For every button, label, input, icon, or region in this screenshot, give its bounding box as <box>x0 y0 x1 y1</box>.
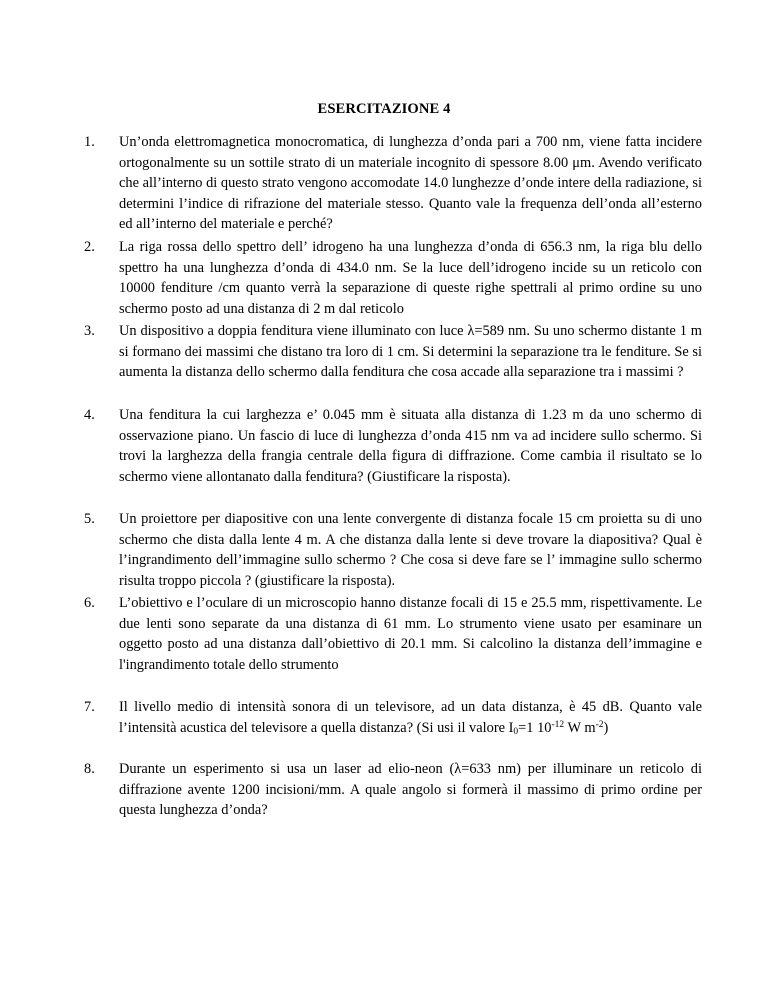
exercise-3 <box>84 321 702 383</box>
exercise-number: 8. <box>84 761 95 777</box>
exercise-text: Un dispositivo a doppia fenditura viene illuminato con luce λ=589 nm. Su uno schermo distante 1 m si formano dei massimi che distano tra loro di 1 cm. Si determini la separazione tra le fenditure. Se si aumenta la distanza dello schermo dalla fenditura che cosa accade alla separazione tra i massimi ? <box>119 323 702 381</box>
exercise-number: 2. <box>84 239 95 255</box>
exercise-number: 4. <box>84 407 95 423</box>
page-title: ESERCITAZIONE 4 <box>317 101 451 117</box>
exercise-text-part: W m <box>564 719 596 736</box>
subscript: 0 <box>513 726 519 737</box>
exercise-text: Un proiettore per diapositive con una lente convergente di distanza focale 15 cm proietta su di uno schermo che dista dalla lente 4 m. A che distanza dalla lente si deve trovare la diapositiva? Qual è l’ingrandimento dell’immagine sullo schermo ? Che cosa si deve fare se l’ immagine sullo schermo risulta troppo piccola ? (giustificare la risposta). <box>119 511 702 589</box>
exercise-text: La riga rossa dello spettro dell’ idrogeno ha una lunghezza d’onda di 656.3 nm, la riga blu dello spettro ha una lunghezza d’onda di 434.0 nm. Se la luce dell’idrogeno incide su un reticolo con 10000 fenditure /cm quanto verrà la separazione di queste righe spettrali al primo ordine su uno schermo posto ad una distanza di 2 m dal reticolo <box>119 239 702 317</box>
exercise-2 <box>84 237 702 319</box>
exercise-text: L’obiettivo e l’oculare di un microscopio hanno distanze focali di 15 e 25.5 mm, rispettivamente. Le due lenti sono separate da una distanza di 61 mm. Lo strumento viene usato per esaminare un oggetto posto ad una distanza dall’obiettivo di 20.1 mm. Si calcolino la distanza dell’immagine e l'ingrandimento totale dello strumento <box>119 595 702 673</box>
exponent: -2 <box>595 719 604 730</box>
exercise-number: 7. <box>84 699 95 715</box>
exercise-number: 6. <box>84 595 95 611</box>
exercise-number: 3. <box>84 323 95 339</box>
exercise-text: Un’onda elettromagnetica monocromatica, di lunghezza d’onda pari a 700 nm, viene fatta incidere ortogonalmente su un sottile strato di un materiale incognito di spessore 8.00 μm. Avendo verificato che all’interno di questo strato vengono accomodate 14.0 lunghezze d’onde intere della radiazione, si determini l’indice di rifrazione del materiale stesso. Quanto vale la frequenza dell’onda all’esterno ed all’interno del materiale e perché? <box>119 134 703 233</box>
exercise-number: 1. <box>84 134 95 150</box>
exercise-text-part: =1 10 <box>518 719 552 736</box>
exercise-number: 5. <box>84 511 95 527</box>
exponent: -12 <box>551 719 565 730</box>
exercise-text: Una fenditura la cui larghezza e’ 0.045 mm è situata alla distanza di 1.23 m da uno schermo di osservazione piano. Un fascio di luce di lunghezza d’onda 415 nm va ad incidere sullo schermo. Si trovi la larghezza della frangia centrale della figura di diffrazione. Come cambia il risultato se lo schermo viene allontanato dalla fenditura? (Giustificare la risposta). <box>119 407 702 485</box>
exercise-6 <box>84 593 702 675</box>
exercise-text: Durante un esperimento si usa un laser ad elio-neon (λ=633 nm) per illuminare un reticolo di diffrazione avente 1200 incisioni/mm. A quale angolo si formerà il massimo di primo ordine per questa lunghezza d’onda? <box>119 761 702 819</box>
exercise-5 <box>84 509 702 591</box>
exercise-4 <box>84 405 702 487</box>
exercise-text-part: ) <box>603 719 609 736</box>
exercise-8 <box>84 759 702 821</box>
exercise-text <box>119 697 702 738</box>
exercise-1 <box>84 132 703 235</box>
exercise-text-part: Il livello medio di intensità sonora di un televisore, ad un data distanza, è 45 dB. Quanto vale l’intensità acustica del televisore a quella distanza? (Si usi il valore I <box>119 699 702 736</box>
exercise-7 <box>84 697 702 738</box>
